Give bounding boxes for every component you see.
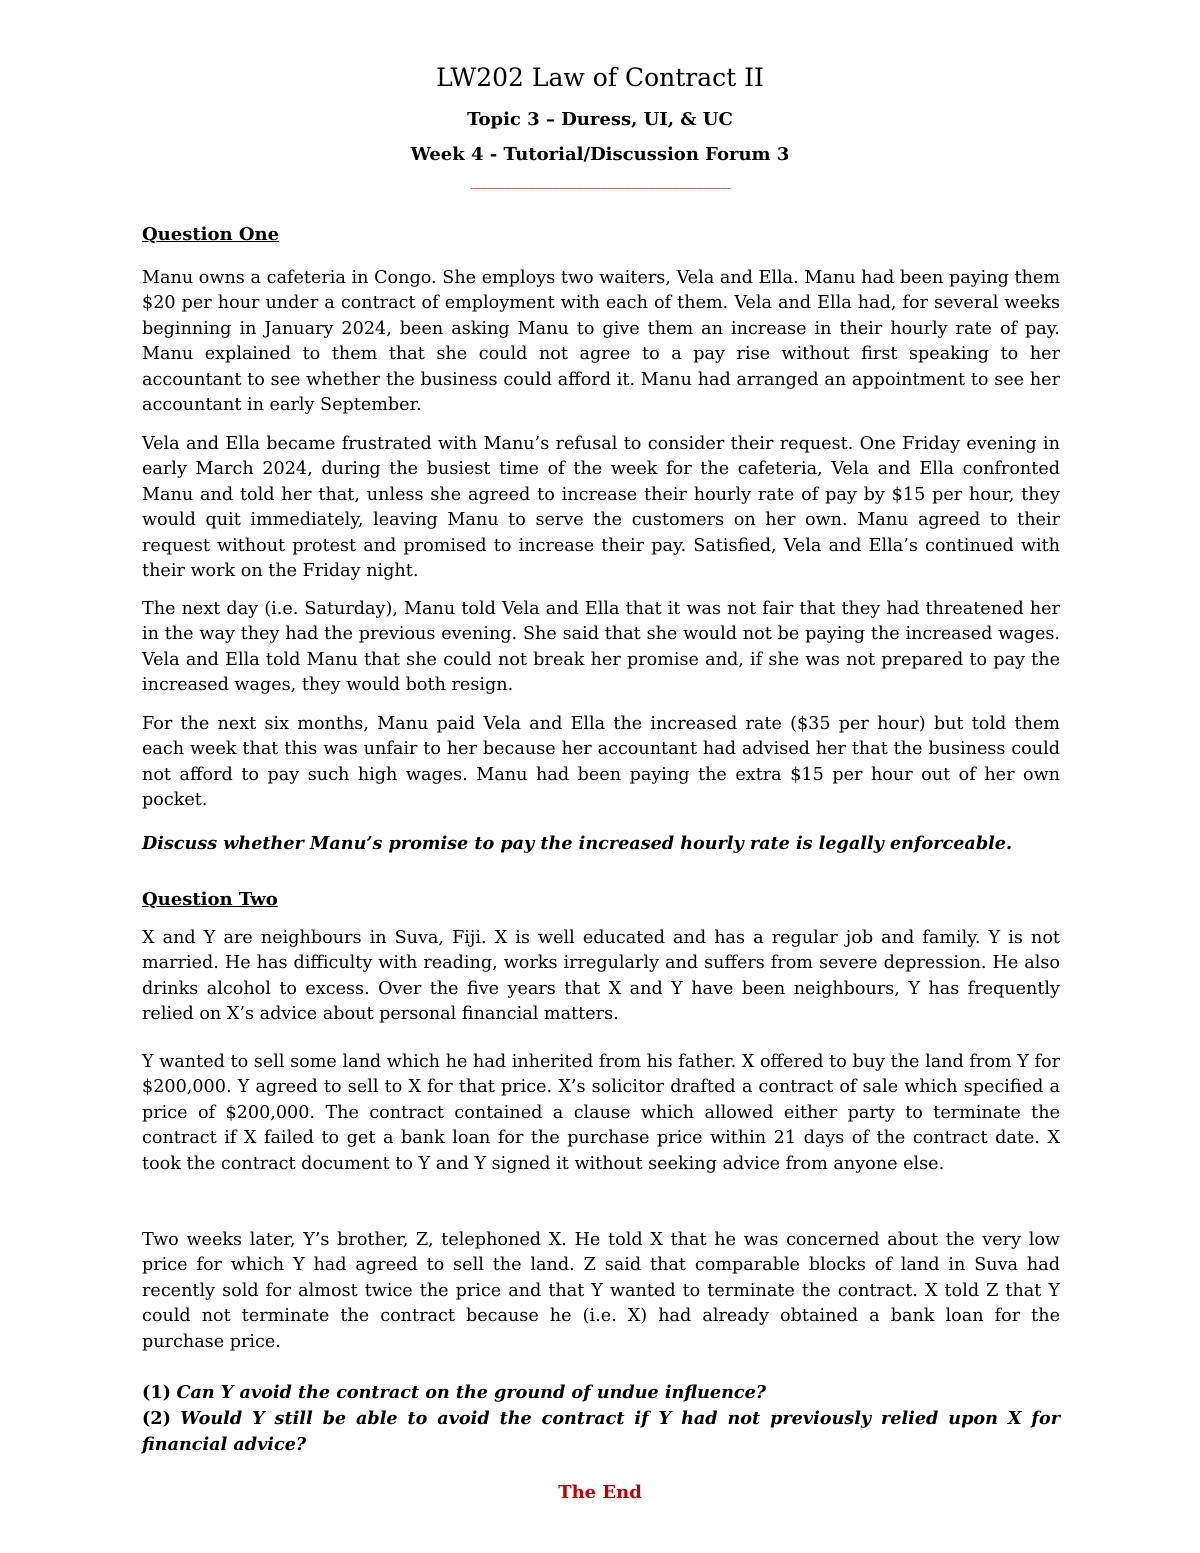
red-divider-rule: ___________________________________________: [471, 170, 729, 189]
question-one-heading: Question One: [142, 224, 280, 245]
q2-paragraph-3: Two weeks later, Y’s brother, Z, telephoned X. He told X that he was concerned about the very low price for which Y had agreed to sell the land. Z said that comparable blocks of land in Suva had recently sold for almost twice the price and that Y wanted to terminate the contract. X told Z that Y could not terminate the contract because he (i.e. X) had already obtained a bank loan for the purchase price.: [142, 1230, 1060, 1352]
document-title: LW202 Law of Contract II: [436, 63, 764, 92]
topic-subtitle: Topic 3 – Duress, UI, & UC: [467, 109, 733, 130]
the-end-footer: The End: [558, 1482, 642, 1503]
q1-question: Discuss whether Manu’s promise to pay the increased hourly rate is legally enforceable.: [142, 833, 1013, 854]
q2-subquestion-2: [142, 1406, 1060, 1459]
subquestion-2-text: Would Y still be able to avoid the contract if Y had not previously relied upon X for financial advice?: [142, 1408, 1060, 1456]
q1-paragraph-3: The next day (i.e. Saturday), Manu told Vela and Ella that it was not fair that they had threatened her in the way they had the previous evening. She said that she would not be paying the increased wages. Vela and Ella told Manu that she could not break her promise and, if she was not prepared to pay the increased wages, they would both resign.: [142, 599, 1060, 696]
q1-paragraph-4: For the next six months, Manu paid Vela and Ella the increased rate ($35 per hour) but told them each week that this was unfair to her because her accountant had advised her that the business could not afford to pay such high wages. Manu had been paying the extra $15 per hour out of her own pocket.: [142, 714, 1060, 811]
subquestion-1-text: Can Y avoid the contract on the ground of undue influence?: [176, 1382, 767, 1403]
week-subtitle: Week 4 - Tutorial/Discussion Forum 3: [410, 144, 790, 165]
q2-paragraph-2: Y wanted to sell some land which he had inherited from his father. X offered to buy the land from Y for $200,000. Y agreed to sell to X for that price. X’s solicitor drafted a contract of sale which specified a price of $200,000. The contract contained a clause which allowed either party to terminate the contract if X failed to get a bank loan for the purchase price within 21 days of the contract date. X took the contract document to Y and Y signed it without seeking advice from anyone else.: [142, 1052, 1060, 1174]
q1-paragraph-1: Manu owns a cafeteria in Congo. She employs two waiters, Vela and Ella. Manu had been paying them $20 per hour under a contract of employment with each of them. Vela and Ella had, for several weeks beginning in January 2024, been asking Manu to give them an increase in their hourly rate of pay. Manu explained to them that she could not agree to a pay rise without first speaking to her accountant to see whether the business could afford it. Manu had arranged an appointment to see her accountant in early September.: [142, 268, 1060, 416]
q2-paragraph-1: X and Y are neighbours in Suva, Fiji. X is well educated and has a regular job and family. Y is not married. He has difficulty with reading, works irregularly and suffers from severe depression. He also drinks alcohol to excess. Over the five years that X and Y have been neighbours, Y has frequently relied on X’s advice about personal financial matters.: [142, 928, 1060, 1025]
q2-subquestion-1: [142, 1380, 1060, 1406]
subquestion-1-number: (1): [142, 1382, 171, 1403]
question-two-heading: Question Two: [142, 889, 278, 910]
q1-paragraph-2: Vela and Ella became frustrated with Manu’s refusal to consider their request. One Friday evening in early March 2024, during the busiest time of the week for the cafeteria, Vela and Ella confronted Manu and told her that, unless she agreed to increase their hourly rate of pay by $15 per hour, they would quit immediately, leaving Manu to serve the customers on her own. Manu agreed to their request without protest and promised to increase their pay. Satisfied, Vela and Ella’s continued with their work on the Friday night.: [142, 434, 1060, 582]
subquestion-2-number: (2): [142, 1408, 171, 1429]
